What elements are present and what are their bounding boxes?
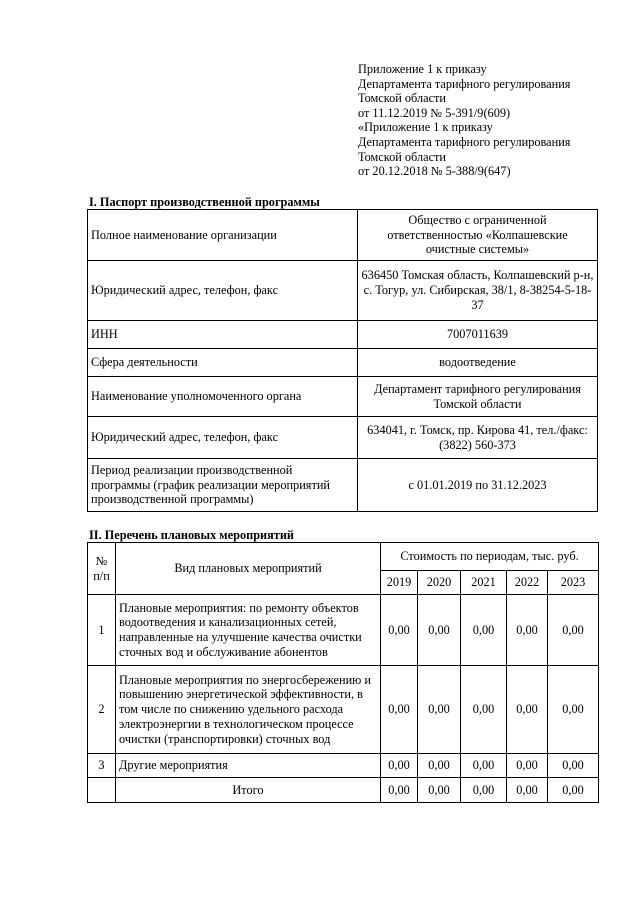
passport-label: Полное наименование организации (88, 210, 358, 261)
document-header (358, 62, 628, 179)
passport-value: 634041, г. Томск, пр. Кирова 41, тел./факс: (3822) 560-373 (358, 417, 598, 459)
row-value: 0,00 (418, 754, 461, 778)
row-value: 0,00 (461, 666, 507, 754)
header-line: Томской области (358, 91, 446, 106)
table-row (88, 595, 599, 666)
total-value: 0,00 (418, 778, 461, 803)
row-number: 1 (88, 595, 116, 666)
row-value: 0,00 (548, 595, 599, 666)
total-value: 0,00 (381, 778, 418, 803)
plan-header-row (88, 543, 599, 571)
row-value: 0,00 (418, 666, 461, 754)
passport-label: Юридический адрес, телефон, факс (88, 261, 358, 321)
year-header: 2021 (461, 571, 507, 595)
passport-value: водоотведение (358, 349, 598, 377)
row-number: 2 (88, 666, 116, 754)
passport-value: 7007011639 (358, 321, 598, 349)
passport-value: Департамент тарифного регулирования Томской области (358, 377, 598, 417)
header-line: Департамента тарифного регулирования (358, 134, 571, 149)
table-row (88, 666, 599, 754)
year-header: 2023 (548, 571, 599, 595)
col-num-header: № п/п (88, 543, 116, 595)
header-line: Департамента тарифного регулирования (358, 76, 571, 91)
year-header: 2022 (507, 571, 548, 595)
passport-label: Наименование уполномоченного органа (88, 377, 358, 417)
header-line: «Приложение 1 к приказу (358, 120, 493, 135)
passport-row (88, 417, 598, 459)
row-value: 0,00 (381, 754, 418, 778)
total-value: 0,00 (461, 778, 507, 803)
passport-row (88, 210, 598, 261)
total-num-cell (88, 778, 116, 803)
total-value: 0,00 (548, 778, 599, 803)
section1-title: I. Паспорт производственной программы (89, 195, 320, 209)
row-value: 0,00 (548, 666, 599, 754)
row-value: 0,00 (548, 754, 599, 778)
total-row (88, 778, 599, 803)
row-number: 3 (88, 754, 116, 778)
passport-label: Юридический адрес, телефон, факс (88, 417, 358, 459)
row-value: 0,00 (507, 595, 548, 666)
col-kind-header: Вид плановых мероприятий (116, 543, 381, 595)
row-description: Плановые мероприятия по энергосбережению и повышению энергетической эффективности, в том числе по снижению удельного расхода электроэнергии в технологическом процессе очистки (транспортировки) сточных вод (116, 666, 381, 754)
table-row (88, 754, 599, 778)
passport-label: Сфера деятельности (88, 349, 358, 377)
row-description: Плановые мероприятия: по ремонту объектов водоотведения и канализационных сетей, направленные на улучшение качества очистки сточных вод и обслуживание абонентов (116, 595, 381, 666)
passport-label: Период реализации производственной программы (график реализации мероприятий производственной программы) (88, 459, 358, 512)
year-header: 2020 (418, 571, 461, 595)
row-value: 0,00 (507, 666, 548, 754)
header-line: от 11.12.2019 № 5-391/9(609) (358, 105, 511, 120)
passport-row (88, 321, 598, 349)
row-value: 0,00 (461, 754, 507, 778)
row-value: 0,00 (461, 595, 507, 666)
header-line: от 20.12.2018 № 5-388/9(647) (358, 164, 511, 179)
header-line: Томской области (358, 149, 446, 164)
passport-label: ИНН (88, 321, 358, 349)
passport-row (88, 377, 598, 417)
passport-value: Общество с ограниченной ответственностью «Колпашевские очистные системы» (358, 210, 598, 261)
passport-value: с 01.01.2019 по 31.12.2023 (358, 459, 598, 512)
row-description: Другие мероприятия (116, 754, 381, 778)
section2-title: II. Перечень плановых мероприятий (89, 528, 295, 542)
total-label: Итого (116, 778, 381, 803)
passport-value: 636450 Томская область, Колпашевский р-н, с. Тогур, ул. Сибирская, 38/1, 8-38254-5-18-37 (358, 261, 598, 321)
col-cost-header: Стоимость по периодам, тыс. руб. (381, 543, 599, 571)
passport-table (87, 209, 598, 512)
year-header: 2019 (381, 571, 418, 595)
row-value: 0,00 (381, 666, 418, 754)
passport-row (88, 349, 598, 377)
passport-row (88, 261, 598, 321)
row-value: 0,00 (507, 754, 548, 778)
plan-table (87, 542, 599, 803)
row-value: 0,00 (418, 595, 461, 666)
row-value: 0,00 (381, 595, 418, 666)
total-value: 0,00 (507, 778, 548, 803)
header-line: Приложение 1 к приказу (358, 62, 487, 76)
passport-row (88, 459, 598, 512)
